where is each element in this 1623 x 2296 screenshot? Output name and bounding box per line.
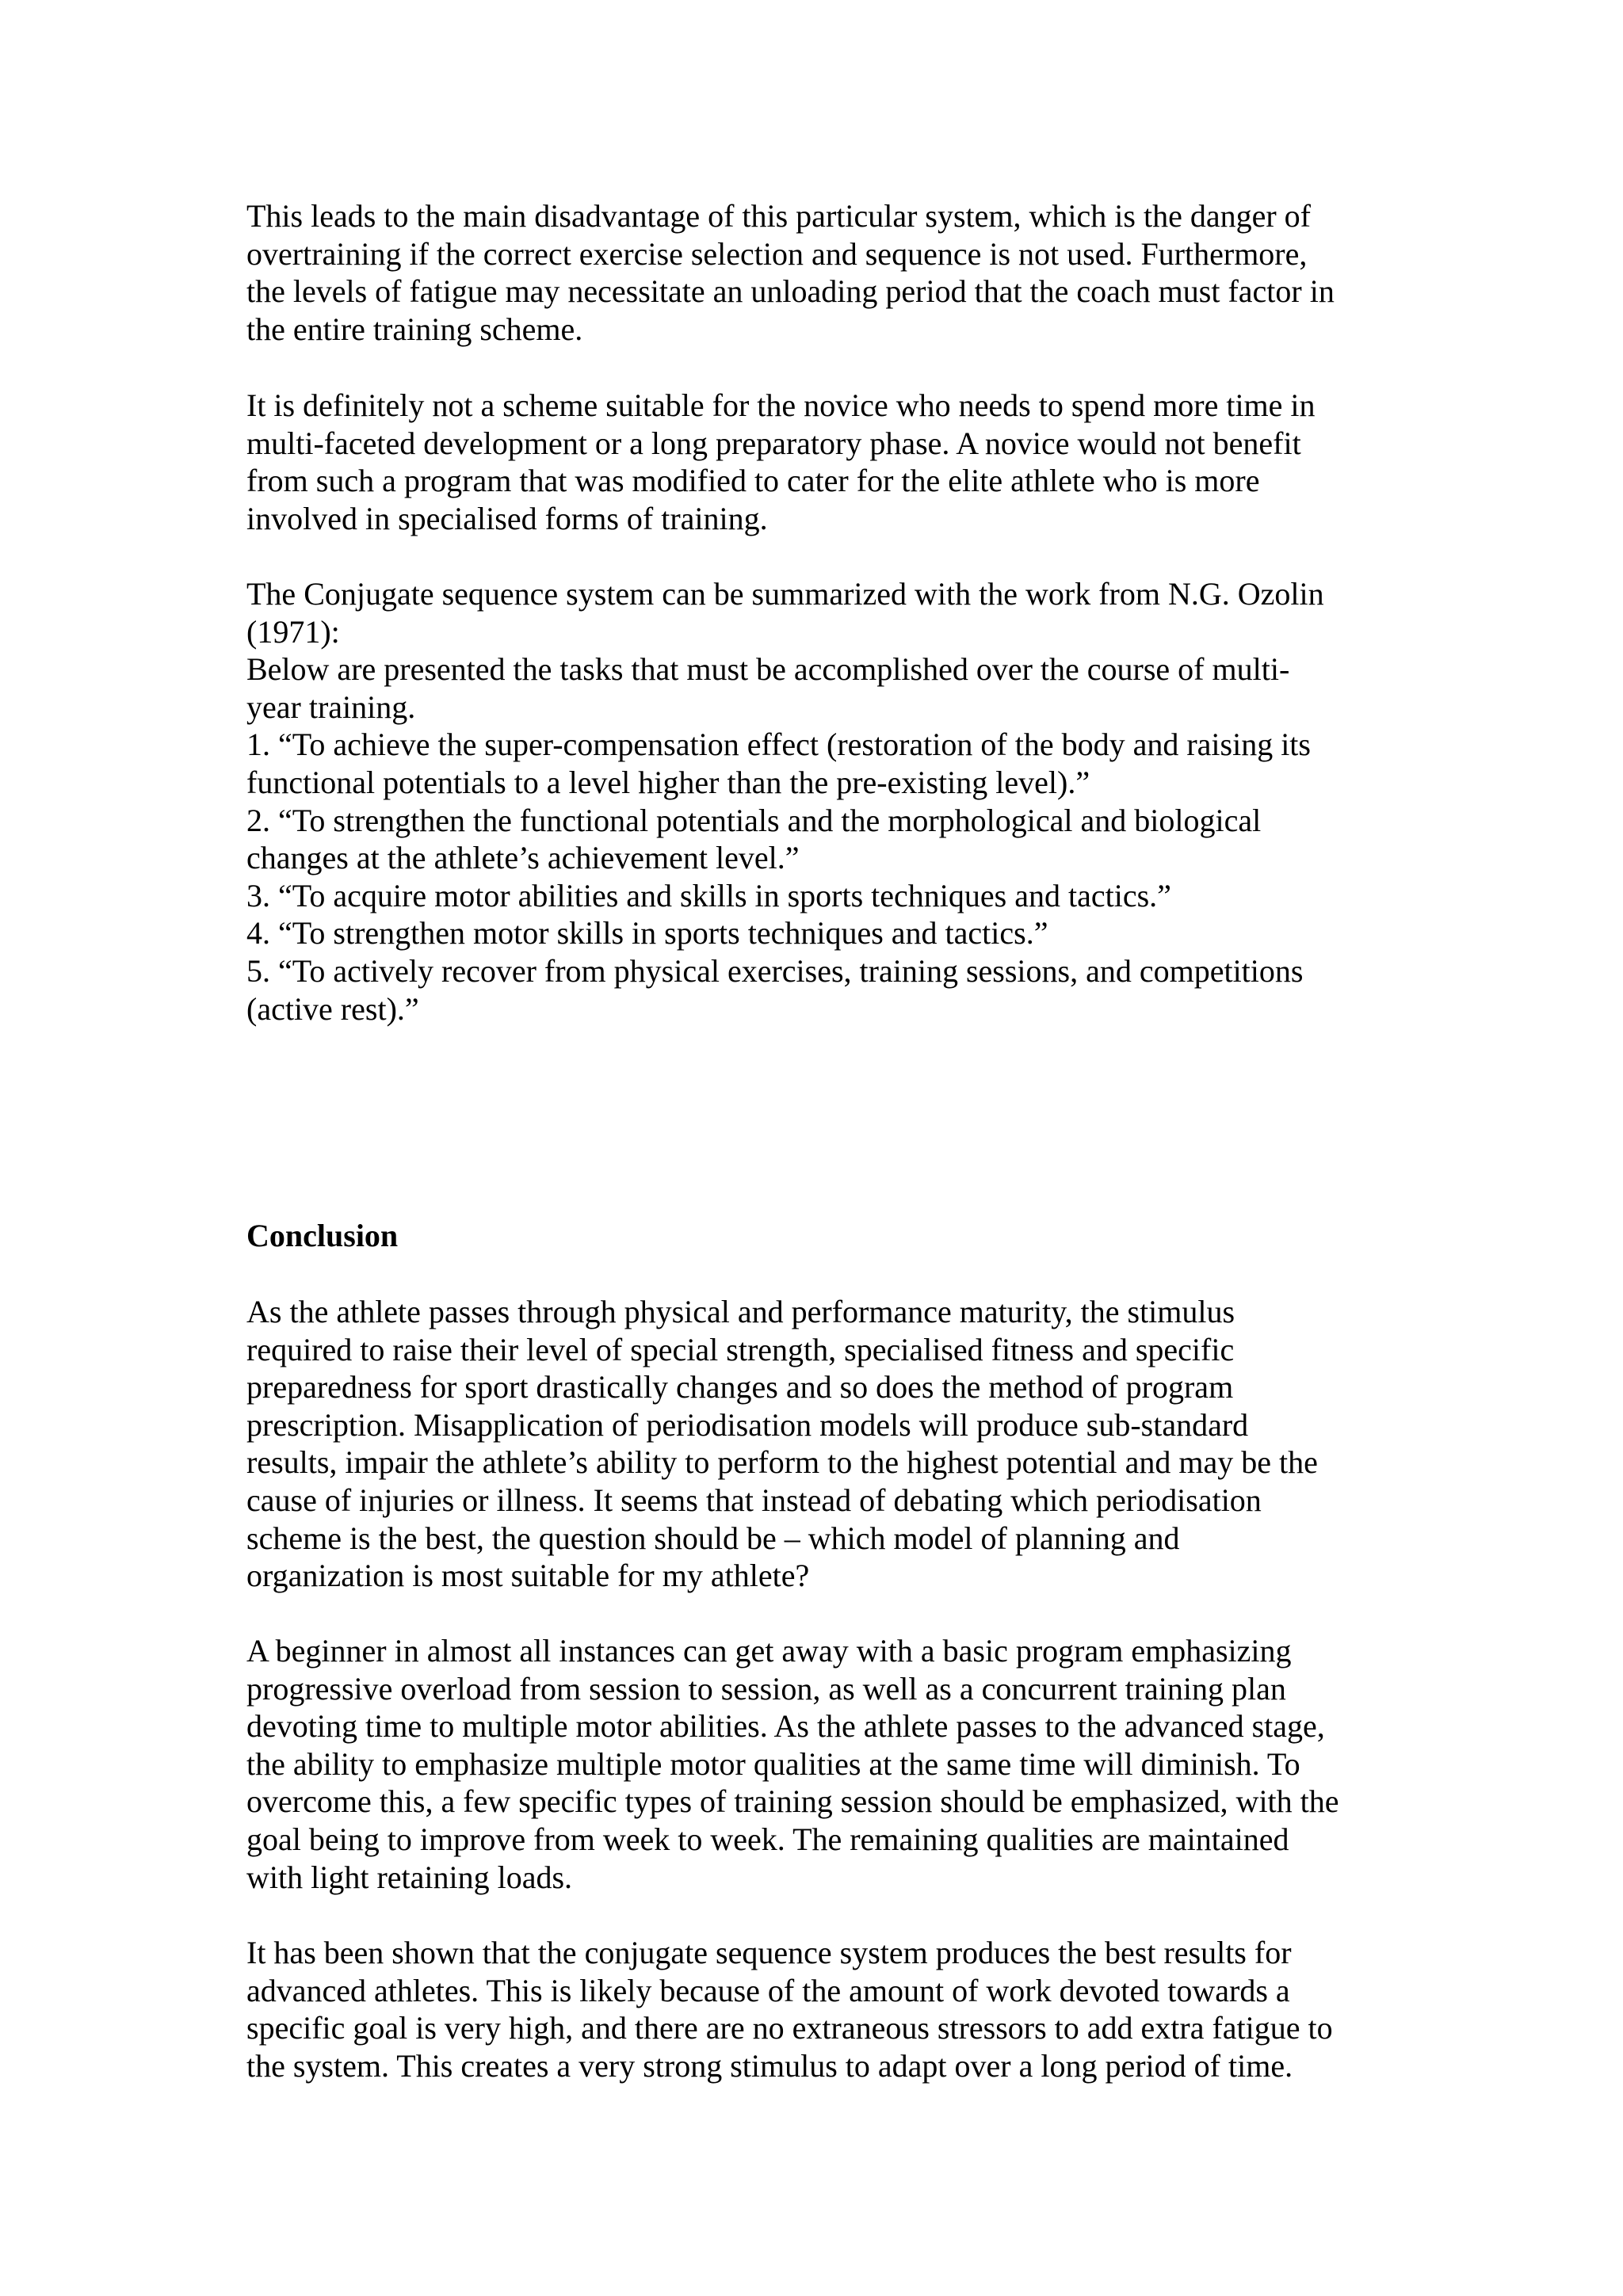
text-line: prescription. Misapplication of periodisation models will produce sub-standard <box>246 1406 1249 1443</box>
paragraph-ozolin-tasks <box>246 575 1388 1028</box>
text-line: It is definitely not a scheme suitable for the novice who needs to spend more time in <box>246 387 1316 423</box>
paragraph-maturity-stimulus <box>246 1293 1388 1595</box>
text-line: devoting time to multiple motor abilities. As the athlete passes to the advanced stage, <box>246 1708 1325 1745</box>
text-line: overcome this, a few specific types of training session should be emphasized, with the <box>246 1783 1339 1820</box>
text-line: scheme is the best, the question should be – which model of planning and <box>246 1520 1180 1556</box>
text-line: progressive overload from session to session, as well as a concurrent training plan <box>246 1670 1286 1707</box>
text-line: goal being to improve from week to week. The remaining qualities are maintained <box>246 1821 1289 1857</box>
list-item: 2. “To strengthen the functional potentials and the morphological and biological <box>246 802 1262 838</box>
text-line: (1971): <box>246 613 340 650</box>
paragraph-overtraining-disadvantage <box>246 197 1388 348</box>
list-item: 3. “To acquire motor abilities and skills in sports techniques and tactics.” <box>246 877 1171 913</box>
text-line: from such a program that was modified to cater for the elite athlete who is more <box>246 463 1260 499</box>
text-line: As the athlete passes through physical and performance maturity, the stimulus <box>246 1294 1235 1329</box>
text-line: preparedness for sport drastically changes and so does the method of program <box>246 1369 1234 1405</box>
text-line: involved in specialised forms of training. <box>246 500 768 536</box>
paragraph-beginner-program <box>246 1632 1388 1896</box>
text-line: with light retaining loads. <box>246 1859 573 1895</box>
text-line: functional potentials to a level higher than the pre-existing level).” <box>246 764 1090 800</box>
text-line: the ability to emphasize multiple motor qualities at the same time will diminish. To <box>246 1745 1300 1782</box>
text-line: the entire training scheme. <box>246 311 583 347</box>
text-line: The Conjugate sequence system can be summarized with the work from N.G. Ozolin <box>246 576 1324 612</box>
text-line: This leads to the main disadvantage of this particular system, which is the danger of <box>246 198 1311 234</box>
text-line: year training. <box>246 688 416 725</box>
text-line: (active rest).” <box>246 990 419 1027</box>
text-line: Below are presented the tasks that must be accomplished over the course of multi- <box>246 651 1290 688</box>
text-line: overtraining if the correct exercise selection and sequence is not used. Furthermore, <box>246 235 1308 272</box>
text-line: the levels of fatigue may necessitate an unloading period that the coach must factor in <box>246 273 1335 310</box>
list-item: 4. “To strengthen motor skills in sports techniques and tactics.” <box>246 915 1048 952</box>
conclusion-heading: Conclusion <box>246 1218 399 1253</box>
paragraph-conjugate-results <box>246 1934 1388 2084</box>
text-line: A beginner in almost all instances can get away with a basic program emphasizing <box>246 1633 1292 1669</box>
text-line: It has been shown that the conjugate sequence system produces the best results for <box>246 1935 1292 1970</box>
text-line: the system. This creates a very strong stimulus to adapt over a long period of time. <box>246 2047 1293 2084</box>
paragraph-novice-unsuitable <box>246 387 1388 537</box>
list-item: 5. “To actively recover from physical exercises, training sessions, and competitions <box>246 952 1304 989</box>
text-line: cause of injuries or illness. It seems that instead of debating which periodisation <box>246 1482 1262 1518</box>
text-line: organization is most suitable for my athlete? <box>246 1558 810 1594</box>
text-line: advanced athletes. This is likely because of the amount of work devoted towards a <box>246 1972 1290 2008</box>
text-line: required to raise their level of special strength, specialised fitness and specific <box>246 1331 1235 1367</box>
text-line: specific goal is very high, and there are no extraneous stressors to add extra fatigue to <box>246 2010 1333 2046</box>
text-line: changes at the athlete’s achievement level.” <box>246 840 800 876</box>
list-item: 1. “To achieve the super-compensation effect (restoration of the body and raising its <box>246 727 1311 763</box>
text-line: results, impair the athlete’s ability to perform to the highest potential and may be the <box>246 1444 1318 1481</box>
text-line: multi-faceted development or a long preparatory phase. A novice would not benefit <box>246 425 1301 461</box>
